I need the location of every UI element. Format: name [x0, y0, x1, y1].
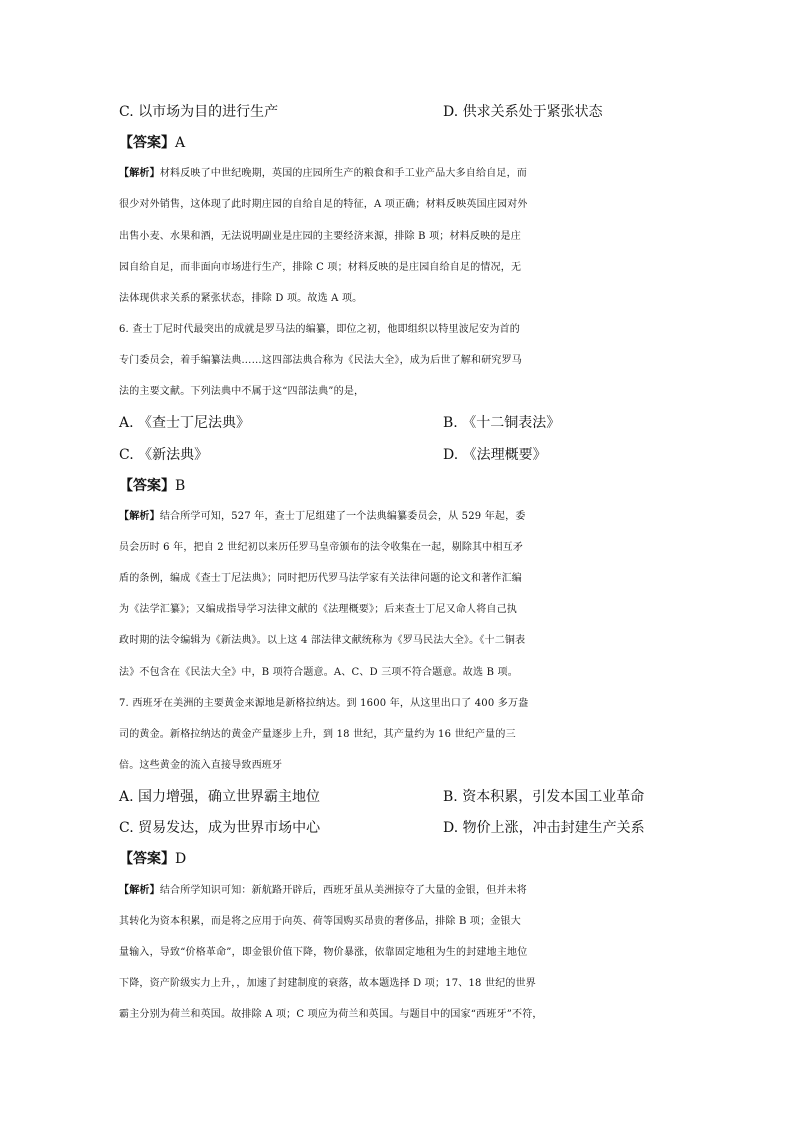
q7-option-a: A. 国力增强，确立世界霸主地位 — [119, 789, 321, 805]
q5-answer-value: A — [175, 135, 186, 151]
q7-stem-line-3: 倍。这些黄金的流入直接导致西班牙 — [119, 760, 283, 771]
q6-analysis-line-6: 法》不包含在《民法大全》中，B 项符合题意。A、C、D 三项不符合题意。故选 B 项。 — [119, 667, 518, 678]
q5-analysis-line-3: 出售小麦、水果和酒，无法说明副业是庄园的主要经济来源，排除 B 项；材料反映的是庄 — [119, 231, 521, 242]
q6-option-a: A. 《查士丁尼法典》 — [119, 415, 251, 431]
q7-option-b: B. 资本积累，引发本国工业革命 — [443, 789, 645, 805]
q7-stem-line-1: 7. 西班牙在美洲的主要黄金来源地是新格拉纳达。到 1600 年，从这里出口了 400 多万盎 — [119, 698, 529, 709]
q6-analysis-label: 【解析】 — [119, 511, 160, 522]
q6-analysis-line-2: 员会历时 6 年，把自 2 世纪初以来历任罗马皇帝颁布的法令收集在一起，剔除其中相互矛 — [119, 542, 524, 553]
q7-analysis-line-4: 下降，资产阶级实力上升，，加速了封建制度的衰落，故本题选择 D 项；17、18 世纪的世界 — [119, 978, 537, 989]
q7-analysis-label: 【解析】 — [119, 885, 160, 896]
q5-answer-label: 【答案】 — [119, 135, 175, 151]
q6-answer-label: 【答案】 — [119, 478, 175, 494]
q6-analysis-line-3: 盾的条例，编成《查士丁尼法典》；同时把历代罗马法学家有关法律问题的论文和著作汇编 — [119, 573, 522, 584]
q6-option-c: C. 《新法典》 — [119, 447, 209, 463]
q7-analysis-line-2: 其转化为资本积累，而是将之应用于向英、荷等国购买昂贵的奢侈品，排除 B 项；金银大 — [119, 916, 521, 927]
q7-stem-line-2: 司的黄金。新格拉纳达的黄金产量逐步上升，到 18 世纪，其产量约为 16 世纪产量的三 — [119, 729, 516, 740]
q5-option-c: C. 以市场为目的进行生产 — [119, 104, 279, 120]
q6-option-b: B. 《十二铜表法》 — [443, 415, 561, 431]
q6-option-d: D. 《法理概要》 — [443, 447, 547, 463]
q5-analysis-line-4: 园自给自足，而非面向市场进行生产，排除 C 项；材料反映的是庄园自给自足的情况，无 — [119, 262, 522, 273]
q7-analysis-text-1: 结合所学知识可知：新航路开辟后，西班牙虽从美洲掠夺了大量的金银，但并未将 — [159, 885, 528, 896]
q5-analysis-label: 【解析】 — [119, 168, 160, 179]
q7-analysis-line-3: 量输入，导致“价格革命”，即金银价值下降，物价暴涨，依靠固定地租为生的封建地主地位 — [119, 947, 528, 958]
q6-analysis-line-4: 为《法学汇纂》；又编成指导学习法律文献的《法理概要》；后来查士丁尼又命人将自己执 — [119, 604, 517, 615]
q6-answer — [119, 476, 185, 496]
q6-stem-line-2: 专门委员会，着手编纂法典……这四部法典合称为《民法大全》，成为后世了解和研究罗马 — [119, 355, 522, 366]
q5-option-d: D. 供求关系处于紧张状态 — [443, 104, 603, 120]
q6-analysis-line-5: 政时期的法令编辑为《新法典》。以上这 4 部法律文献统称为《罗马民法大全》。《十二铜表 — [119, 635, 526, 646]
q5-answer — [119, 133, 185, 153]
q7-analysis-line-1 — [119, 881, 679, 901]
q7-option-d: D. 物价上涨，冲击封建生产关系 — [443, 820, 645, 836]
q7-analysis-line-5: 霸主分别为荷兰和英国。故排除 A 项；C 项应为荷兰和英国。与题目中的国家“西班牙”不符， — [119, 1009, 543, 1020]
q6-stem-line-3: 法的主要文献。下列法典中不属于这“四部法典”的是， — [119, 386, 365, 397]
q7-option-c: C. 贸易发达，成为世界市场中心 — [119, 820, 321, 836]
q5-analysis-line-5: 法体现供求关系的紧张状态，排除 D 项。故选 A 项。 — [119, 293, 363, 304]
q6-stem-line-1: 6. 查士丁尼时代最突出的成就是罗马法的编纂，即位之初，他即组织以特里波尼安为首的 — [119, 324, 520, 335]
q6-analysis-text-1: 结合所学可知，527 年，查士丁尼组建了一个法典编纂委员会，从 529 年起，委 — [159, 511, 526, 522]
q5-analysis-line-2: 很少对外销售，这体现了此时期庄园的自给自足的特征，A 项正确；材料反映英国庄园对外 — [119, 199, 528, 210]
q7-answer — [119, 849, 186, 869]
q6-analysis-line-1 — [119, 507, 679, 527]
q7-answer-label: 【答案】 — [119, 851, 175, 867]
q5-analysis-line-1 — [119, 164, 679, 184]
q5-analysis-text-1: 材料反映了中世纪晚期，英国的庄园所生产的粮食和手工业产品大多自给自足，而 — [159, 168, 528, 179]
q6-answer-value: B — [175, 478, 186, 494]
q7-answer-value: D — [175, 851, 187, 867]
